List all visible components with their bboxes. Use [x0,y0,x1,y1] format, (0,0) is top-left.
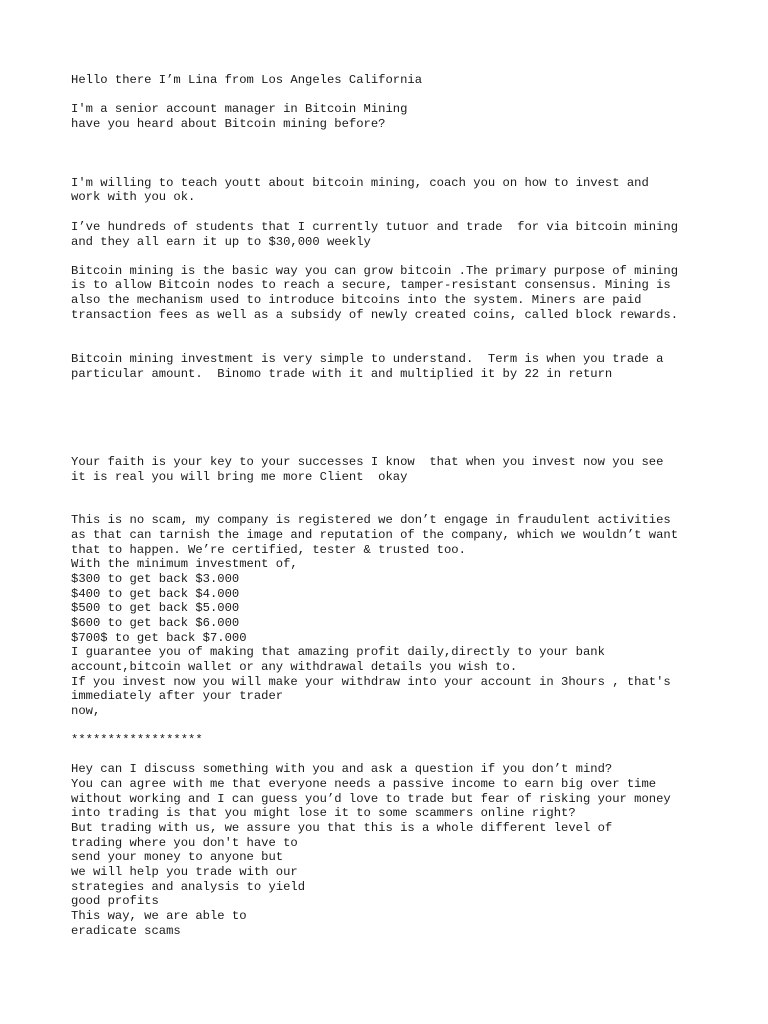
text-line: good profits [71,894,159,908]
text-line: immediately after your trader [71,689,284,703]
text-line: Hey can I discuss something with you and ask a question if you don’t mind? [71,762,613,776]
text-line: we will help you trade with our [71,865,298,879]
text-line: and they all earn it up to $30,000 weekly [71,235,371,249]
text-line: work with you ok. [71,190,196,204]
text-line: This is no scam, my company is registered we don’t engage in fraudulent activities [71,513,671,527]
text-line: I'm willing to teach youtt about bitcoin mining, coach you on how to invest and [71,176,649,190]
text-line: Bitcoin mining investment is very simple to understand. Term is when you trade a [71,352,664,366]
text-line: You can agree with me that everyone needs a passive income to earn big over time [71,777,657,791]
text-line: eradicate scams [71,924,181,938]
text-line: $400 to get back $4.000 [71,587,240,601]
separator-line: ****************** [71,733,203,747]
text-line: as that can tarnish the image and reputation of the company, which we wouldn’t want [71,528,679,542]
text-line: also the mechanism used to introduce bitcoins into the system. Miners are paid [71,293,642,307]
text-line: it is real you will bring me more Client okay [71,470,408,484]
text-line: $700$ to get back $7.000 [71,631,247,645]
text-line: strategies and analysis to yield [71,880,306,894]
text-line: I’ve hundreds of students that I currently tutuor and trade for via bitcoin mining [71,220,679,234]
text-line: Hello there I’m Lina from Los Angeles California [71,73,423,87]
text-line: that to happen. We’re certified, tester & trusted too. [71,543,466,557]
text-line: have you heard about Bitcoin mining before? [71,117,386,131]
text-line: into trading is that you might lose it to some scammers online right? [71,806,576,820]
text-line: $600 to get back $6.000 [71,616,240,630]
text-line: Bitcoin mining is the basic way you can grow bitcoin .The primary purpose of mining [71,264,679,278]
text-line: without working and I can guess you’d love to trade but fear of risking your money [71,792,671,806]
text-line: send your money to anyone but [71,850,284,864]
text-line: particular amount. Binomo trade with it and multiplied it by 22 in return [71,367,613,381]
text-line: trading where you don't have to [71,836,298,850]
text-line: is to allow Bitcoin nodes to reach a secure, tamper-resistant consensus. Mining is [71,278,671,292]
text-line: transaction fees as well as a subsidy of newly created coins, called block rewards. [71,308,679,322]
text-line: $300 to get back $3.000 [71,572,240,586]
text-line: now, [71,704,101,718]
text-line: If you invest now you will make your withdraw into your account in 3hours , that's [71,675,671,689]
text-line: This way, we are able to [71,909,247,923]
text-line: I'm a senior account manager in Bitcoin Mining [71,102,408,116]
text-line: But trading with us, we assure you that this is a whole different level of [71,821,613,835]
text-line: account,bitcoin wallet or any withdrawal details you wish to. [71,660,518,674]
text-line: Your faith is your key to your successes I know that when you invest now you see [71,455,664,469]
text-line: I guarantee you of making that amazing profit daily,directly to your bank [71,645,605,659]
text-line: With the minimum investment of, [71,557,298,571]
text-line: $500 to get back $5.000 [71,601,240,615]
